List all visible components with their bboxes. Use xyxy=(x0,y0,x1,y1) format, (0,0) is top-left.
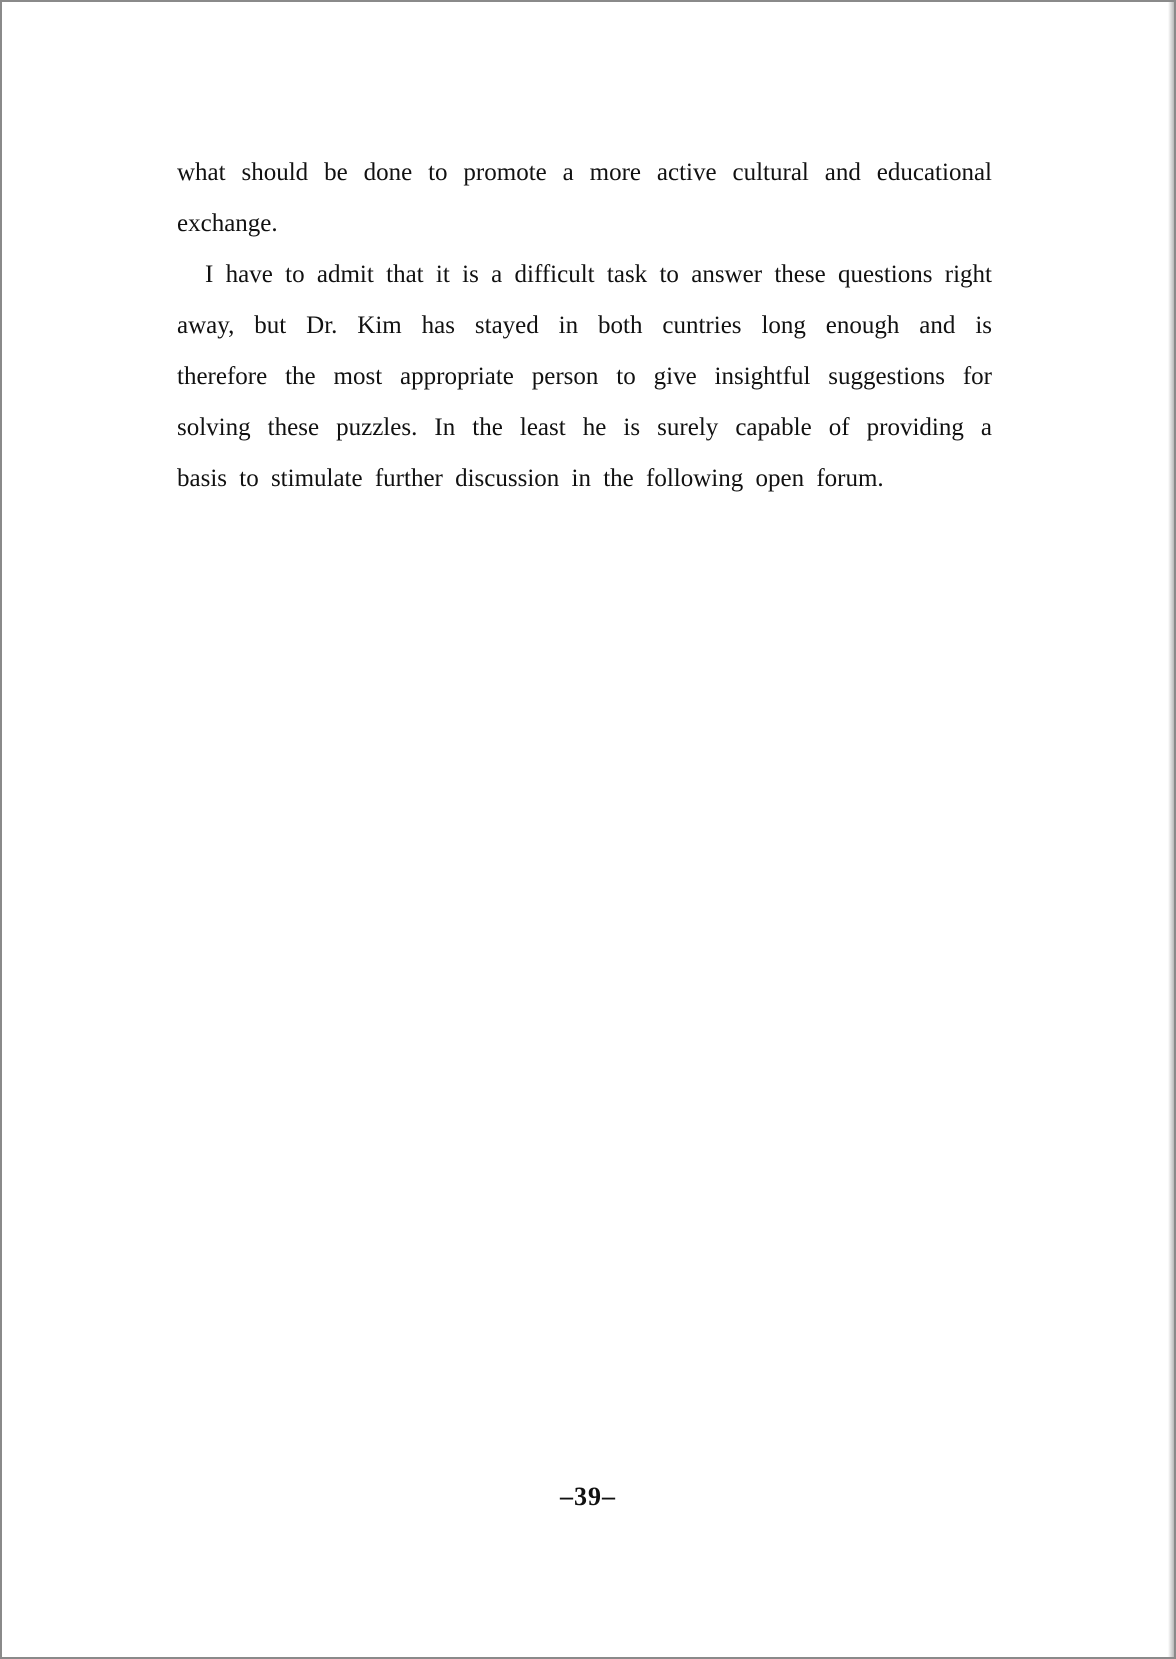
paragraph-main: I have to admit that it is a difficult task to answer these questions right away, but Dr. Kim has stayed in both cuntries long enough and is therefore the most appropriate person to give insightful suggestions for solving these puzzles. In the least he is surely capable of providing a basis to stimulate further discussion in the following open forum. xyxy=(177,261,992,492)
page-number: –39– xyxy=(560,1482,616,1511)
body-text xyxy=(177,147,992,504)
paragraph-continuation: what should be done to promote a more active cultural and educational exchange. xyxy=(177,159,992,237)
